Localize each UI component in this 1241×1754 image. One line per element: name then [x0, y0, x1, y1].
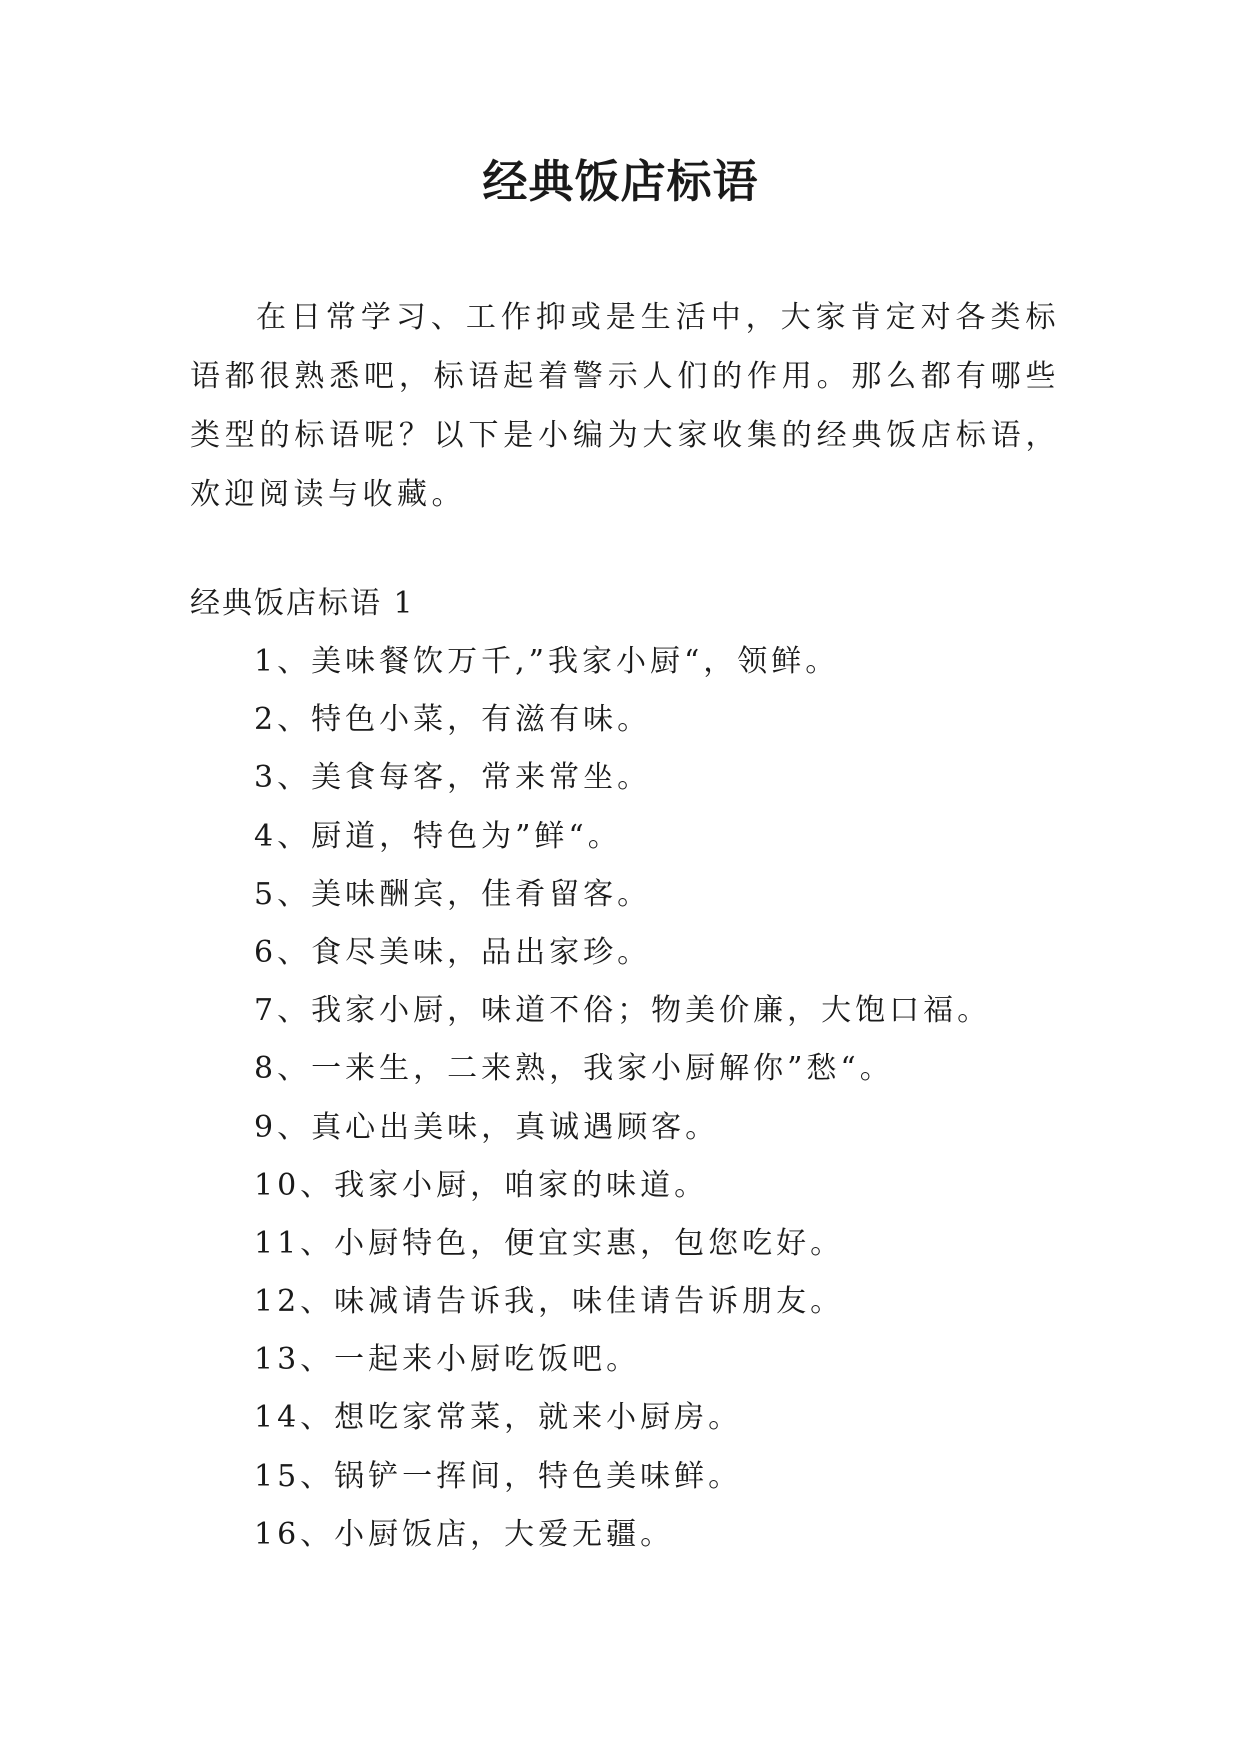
slogan-item: 5、美味酬宾，佳肴留客。 — [254, 876, 652, 912]
slogan-item: 11、小厨特色，便宜实惠，包您吃好。 — [254, 1225, 845, 1261]
slogan-item: 13、一起来小厨吃饭吧。 — [254, 1342, 641, 1378]
slogan-item: 2、特色小菜，有滋有味。 — [254, 702, 652, 738]
slogan-item: 8、一来生，二来熟，我家小厨解你”愁“。 — [254, 1051, 894, 1087]
slogan-item: 12、味减请告诉我，味佳请告诉朋友。 — [254, 1284, 845, 1320]
slogan-item: 7、我家小厨，味道不俗；物美价廉，大饱口福。 — [254, 993, 992, 1029]
slogan-item: 10、我家小厨，咱家的味道。 — [254, 1167, 709, 1203]
slogan-item: 3、美食每客，常来常坐。 — [254, 760, 652, 796]
section-heading: 经典饭店标语 1 — [190, 586, 415, 621]
slogan-item: 14、想吃家常菜，就来小厨房。 — [254, 1400, 743, 1436]
slogan-item: 16、小厨饭店，大爱无疆。 — [254, 1516, 675, 1552]
document-title: 经典饭店标语 — [482, 155, 759, 208]
slogan-item: 1、美味餐饮万千,”我家小厨“，领鲜。 — [254, 644, 840, 679]
slogan-list — [254, 642, 991, 1573]
intro-paragraph: 在日常学习、工作抑或是生活中，大家肯定对各类标语都很熟悉吧，标语起着警示人们的作用。那么都有哪些类型的标语呢？以下是小编为大家收集的经典饭店标语，欢迎阅读与收藏。 — [190, 300, 1060, 512]
slogan-item: 9、真心出美味，真诚遇顾客。 — [254, 1109, 720, 1145]
slogan-item: 15、锅铲一挥间，特色美味鲜。 — [254, 1458, 743, 1494]
slogan-item: 6、食尽美味，品出家珍。 — [254, 934, 652, 970]
slogan-item: 4、厨道，特色为”鲜“。 — [254, 818, 622, 854]
